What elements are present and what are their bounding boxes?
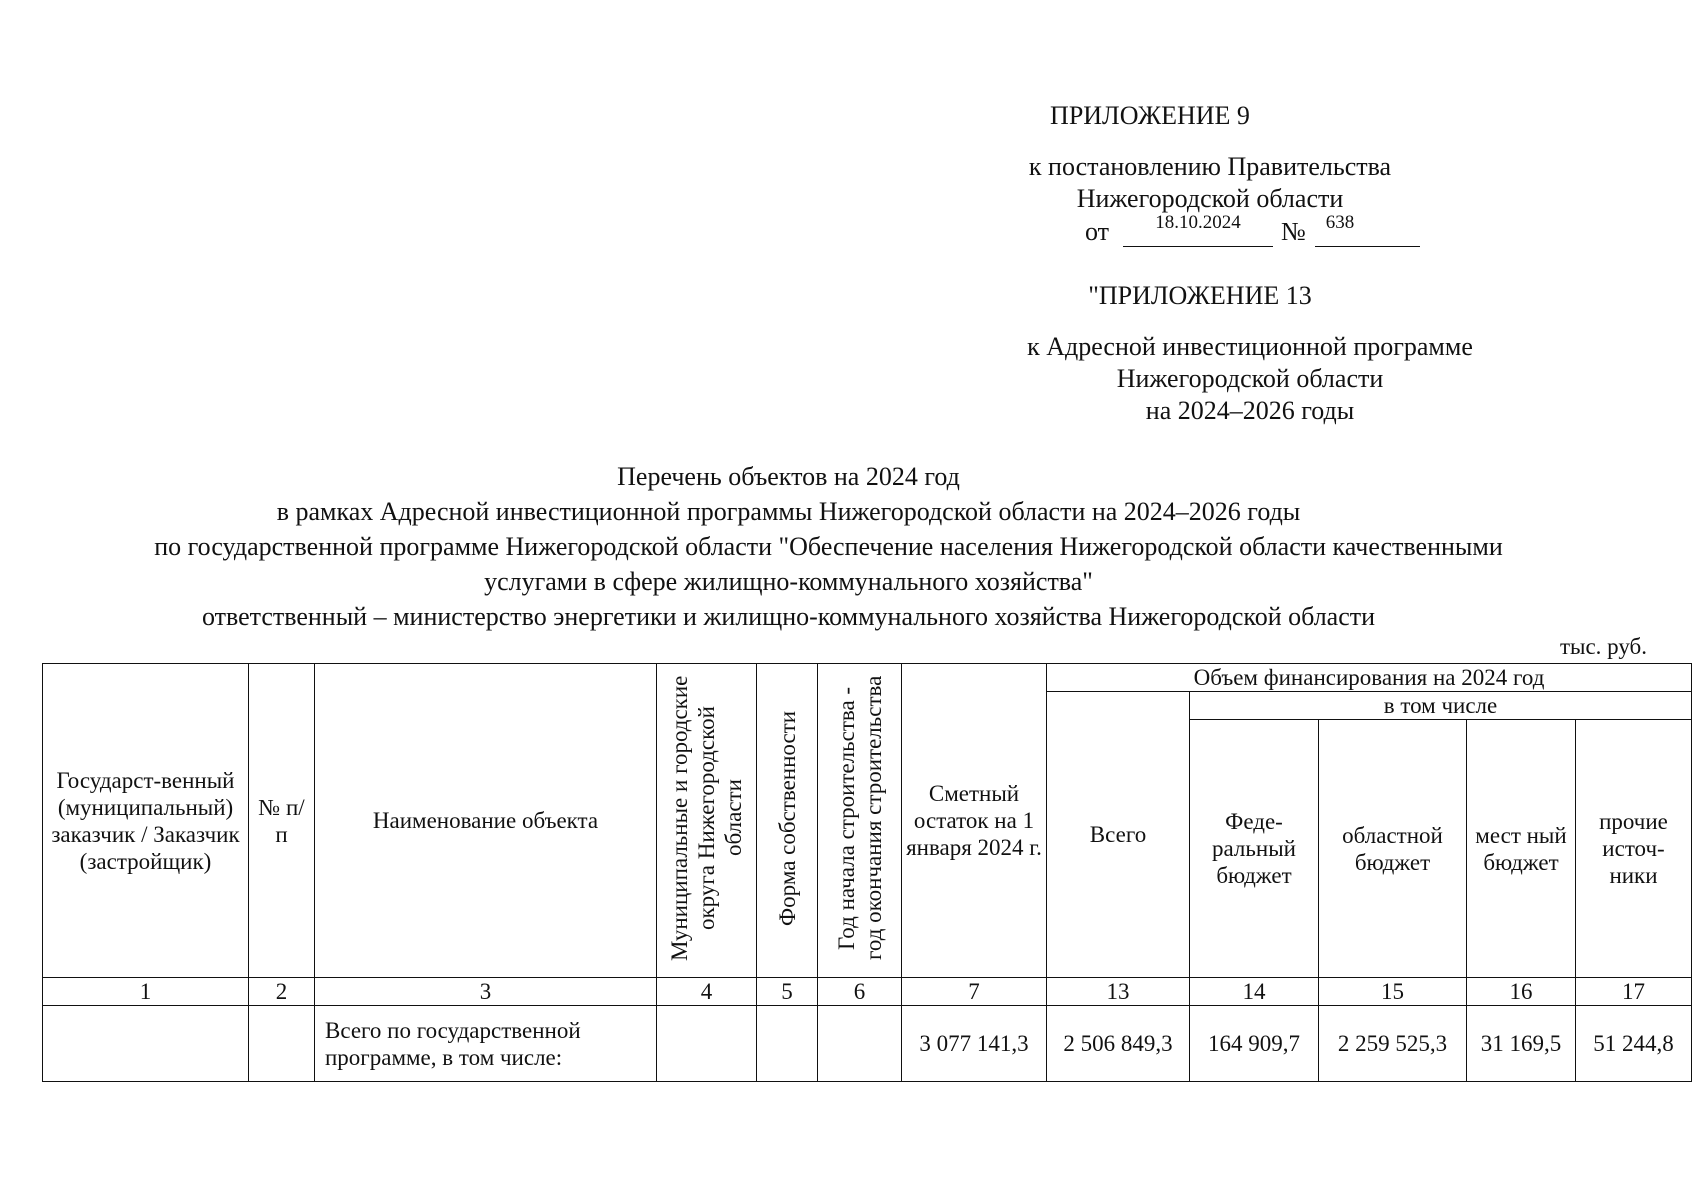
header-including-group [1190,692,1692,720]
header-ownership-text: Форма собственности [774,709,800,926]
program-line-1: к Адресной инвестиционной программе [1027,332,1473,361]
program-line-2: Нижегородской области [1116,364,1384,393]
header-years-text: Год начала строительства - год окончания строительства [833,675,886,960]
header-customer-text: Государст-венный (муниципальный) заказчик / Заказчик (застройщик) [51,767,240,874]
header-total-text: Всего [1089,822,1147,847]
cell-other: 51 244,8 [1576,1006,1692,1082]
header-number-text: № п/п [258,794,305,847]
objects-table [42,663,1692,1082]
header-row-1 [43,664,1692,692]
header-local [1467,720,1576,978]
column-number: 16 [1467,978,1576,1006]
cell-local: 31 169,5 [1467,1006,1576,1082]
header-federal [1190,720,1319,978]
date-underline [1123,246,1273,247]
cell-object-name: Всего по государственной программе, в том числе: [315,1006,657,1082]
header-ownership [757,664,818,978]
column-number: 15 [1319,978,1467,1006]
header-local-text: мест ный бюджет [1475,822,1567,875]
appendix-9-title: ПРИЛОЖЕНИЕ 9 [1050,101,1250,130]
header-estimate-balance [902,664,1047,978]
header-financing-group [1047,664,1692,692]
number-prefix: № [1281,217,1306,246]
title-line-1: Перечень объектов на 2024 год [617,462,960,491]
header-regional [1319,720,1467,978]
cell-number [249,1006,315,1082]
cell-federal: 164 909,7 [1190,1006,1319,1082]
cell-years [818,1006,902,1082]
title-line-5: ответственный – министерство энергетики и жилищно-коммунального хозяйства Нижегородской области [201,602,1376,631]
header-customer [43,664,249,978]
header-other-text: прочие источ-ники [1599,809,1668,888]
program-line-3: на 2024–2026 годы [1145,396,1355,425]
resolution-line-1: к постановлению Правительства [1028,152,1392,181]
cell-regional: 2 259 525,3 [1319,1006,1467,1082]
title-line-2: в рамках Адресной инвестиционной программы Нижегородской области на 2024–2026 годы [276,497,1301,526]
header-years [818,664,902,978]
number-value: 638 [1325,212,1355,233]
column-number: 14 [1190,978,1319,1006]
header-total [1047,692,1190,978]
cell-municipalities [657,1006,757,1082]
program-reference [950,331,1550,427]
header-federal-text: Феде-ральный бюджет [1212,809,1296,888]
column-number-row [43,978,1692,1006]
header-municipalities-text: Муниципальные и городские округа Нижегородской области [667,674,746,961]
header-number [249,664,315,978]
column-number: 4 [657,978,757,1006]
column-number: 6 [818,978,902,1006]
number-underline [1315,246,1420,247]
column-number: 2 [249,978,315,1006]
title-line-3: по государственной программе Нижегородской области "Обеспечение населения Нижегородской области качественными [154,532,1503,561]
resolution-line-2: Нижегородской области [1076,184,1344,213]
column-number: 13 [1047,978,1190,1006]
header-estimate-balance-text: Сметный остаток на 1 января 2024 г. [906,781,1042,860]
header-object-name [315,664,657,978]
header-other [1576,720,1692,978]
appendix-13-title: "ПРИЛОЖЕНИЕ 13 [1088,281,1312,310]
units-label: тыс. руб. [1559,634,1647,659]
cell-ownership [757,1006,818,1082]
header-object-name-text: Наименование объекта [372,808,599,833]
title-line-4: услугами в сфере жилищно-коммунального хозяйства" [484,567,1093,596]
header-financing-group-text: Объем финансирования на 2024 год [1193,665,1545,690]
header-including-group-text: в том числе [1383,693,1498,718]
date-number-line [1085,213,1405,247]
document-title [0,459,1697,634]
date-value: 18.10.2024 [1155,212,1241,233]
date-prefix: от [1085,217,1110,246]
column-number: 1 [43,978,249,1006]
cell-total: 2 506 849,3 [1047,1006,1190,1082]
header-regional-text: областной бюджет [1342,822,1443,875]
cell-estimate-balance: 3 077 141,3 [902,1006,1047,1082]
resolution-reference [960,151,1460,215]
cell-customer [43,1006,249,1082]
column-number: 3 [315,978,657,1006]
column-number: 5 [757,978,818,1006]
table-row [43,1006,1692,1082]
column-number: 17 [1576,978,1692,1006]
column-number: 7 [902,978,1047,1006]
header-municipalities [657,664,757,978]
